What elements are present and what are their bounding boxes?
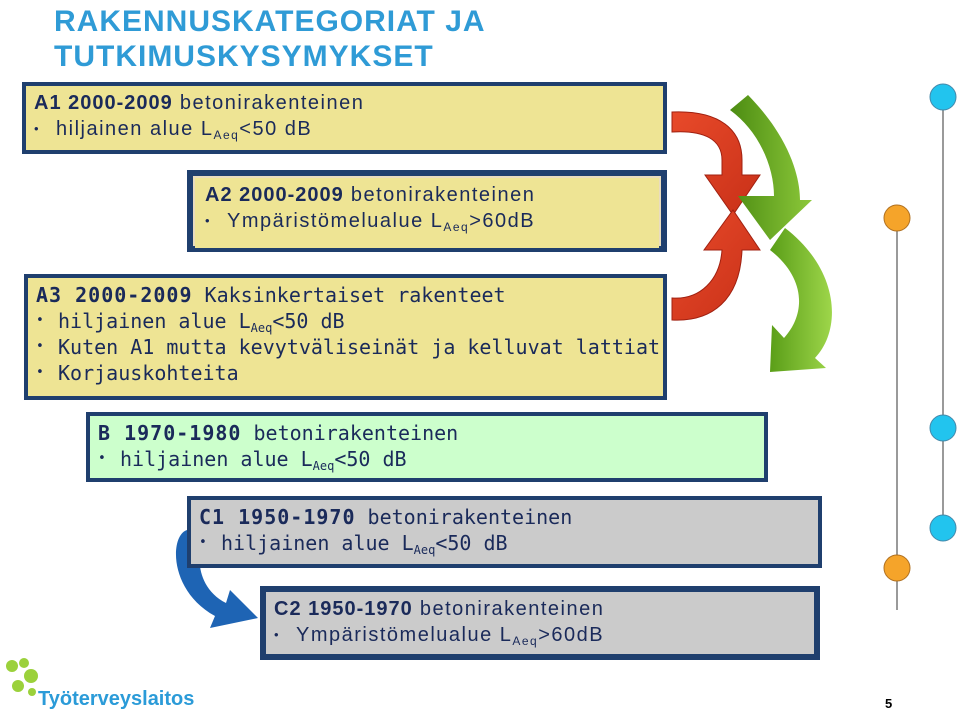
c2-code: C2 1950-1970 <box>274 598 413 620</box>
marker-orange-1 <box>884 205 910 231</box>
category-box-c2 <box>260 586 820 660</box>
a3-bullet-1: • hiljainen alue $L_{Aeq}<50$ dB <box>36 308 655 334</box>
category-box-a1 <box>22 82 667 154</box>
a2-desc: betonirakenteinen <box>350 184 536 206</box>
category-box-b <box>86 412 768 482</box>
arrow-a3-a1 <box>672 210 760 320</box>
marker-blue-1 <box>930 84 956 110</box>
category-box-c1 <box>187 496 822 568</box>
b-bullet-1: • hiljainen alue $L_{Aeq}<50$ dB <box>98 446 756 472</box>
page-number: 5 <box>885 696 893 711</box>
c1-bullet-1: • hiljainen alue $L_{Aeq}<50$ dB <box>199 530 810 556</box>
a3-bullet-2: • Kuten A1 mutta kevytväliseinät ja kelluvat lattiat <box>36 334 655 360</box>
marker-orange-2 <box>884 555 910 581</box>
logo-text: Työterveyslaitos <box>38 688 195 710</box>
marker-blue-2 <box>930 415 956 441</box>
c2-bullet-1: • Ympäristömelualue $L_{Aeq}>60dB$ <box>274 622 806 648</box>
a3-bullet-3: • Korjauskohteita <box>36 360 655 386</box>
a3-code: A3 2000-2009 <box>36 283 193 307</box>
category-box-a3 <box>24 274 667 400</box>
c2-desc: betonirakenteinen <box>419 598 605 620</box>
c1-desc: betonirakenteinen <box>367 505 573 529</box>
marker-blue-3 <box>930 515 956 541</box>
c1-code: C1 1950-1970 <box>199 505 356 529</box>
a1-bullet-1: • hiljainen alue $L_{Aeq}<50$ dB <box>34 116 655 142</box>
category-box-a2 <box>187 170 667 252</box>
a1-desc: betonirakenteinen <box>179 92 365 114</box>
a2-bullet-1: • Ympäristömelualue $L_{Aeq}>60dB$ <box>205 208 649 234</box>
title-line-2: TUTKIMUSKYSYMYKSET <box>54 40 434 73</box>
arrow-a3-b <box>770 228 832 372</box>
b-code: B 1970-1980 <box>98 421 242 445</box>
a3-desc: Kaksinkertaiset rakenteet <box>204 283 506 307</box>
b-desc: betonirakenteinen <box>253 421 459 445</box>
title-line-1: RAKENNUSKATEGORIAT JA <box>54 5 486 38</box>
a1-code: A1 2000-2009 <box>34 92 173 114</box>
a2-code: A2 2000-2009 <box>205 184 344 206</box>
